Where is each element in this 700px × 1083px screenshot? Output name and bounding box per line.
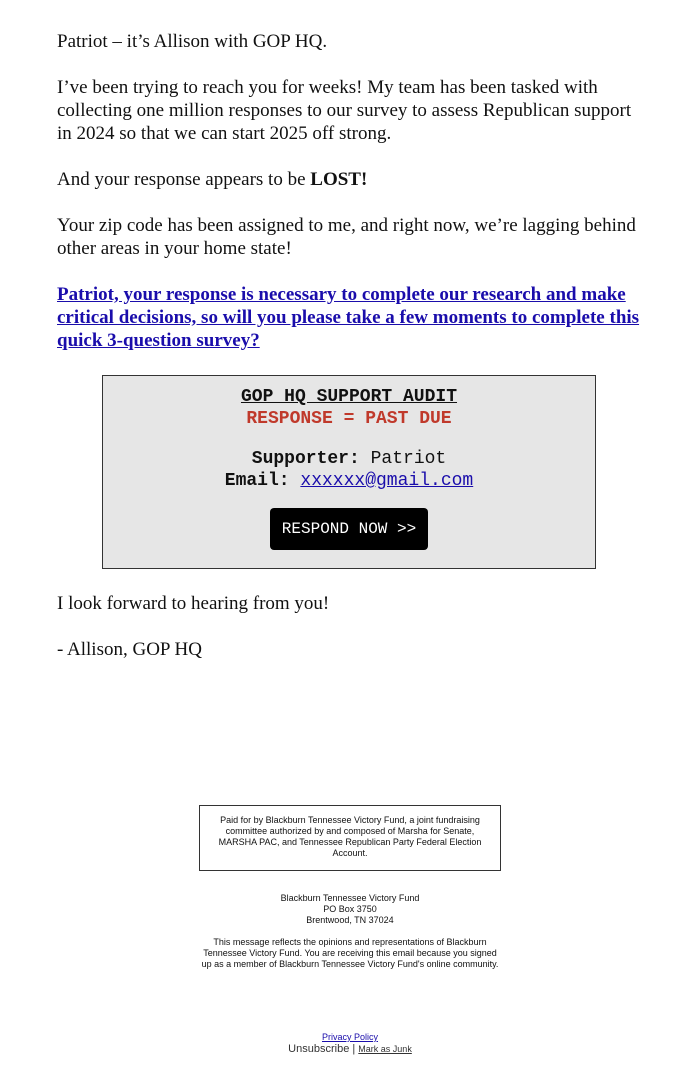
email-value-link[interactable]: xxxxxx@gmail.com: [300, 471, 474, 491]
lost-emphasis: LOST!: [310, 169, 368, 190]
email-row: [103, 470, 595, 492]
signature: - Allison, GOP HQ: [57, 639, 202, 660]
intro-paragraph: I’ve been trying to reach you for weeks! My team has been tasked with collecting one million responses to our survey to assess Republican support in 2024 so that we can start 2025 off strong.: [57, 77, 632, 144]
email-label: Email:: [224, 471, 290, 491]
supporter-label: Supporter:: [251, 449, 360, 469]
greeting: Patriot – it’s Allison with GOP HQ.: [57, 31, 328, 52]
supporter-row: [103, 448, 595, 470]
address-name: Blackburn Tennessee Victory Fund: [280, 893, 420, 903]
paid-for-disclaimer: Paid for by Blackburn Tennessee Victory Fund, a joint fundraising committee authorized by and composed of Marsha for Senate, MARSHA PAC, and Tennessee Republican Party Federal Election Account.: [199, 805, 501, 871]
address-city: Brentwood, TN 37024: [306, 915, 394, 925]
unsubscribe-link[interactable]: Unsubscribe: [288, 1043, 350, 1055]
audit-title: GOP HQ SUPPORT AUDIT: [240, 387, 458, 407]
footer-notice: [0, 937, 700, 970]
footer-links: [0, 1032, 700, 1056]
mark-as-junk-link[interactable]: Mark as Junk: [358, 1044, 412, 1054]
support-audit-box: [102, 375, 596, 569]
privacy-policy-link[interactable]: Privacy Policy: [321, 1032, 378, 1042]
mailing-address: [0, 893, 700, 926]
audit-status: RESPONSE = PAST DUE: [246, 409, 452, 429]
email-body: [57, 30, 642, 684]
address-po-box: PO Box 3750: [323, 904, 377, 914]
survey-cta-link[interactable]: Patriot, your response is necessary to complete our research and make critical decisions, so will you please take a few moments to complete this quick 3-question survey?: [57, 284, 640, 351]
respond-now-button[interactable]: RESPOND NOW >>: [270, 508, 428, 550]
notice-text: This message reflects the opinions and representations of Blackburn Tennessee Victory Fund. You are receiving this email because you signed up as a member of Blackburn Tennessee Victory Fund's online community.: [201, 937, 499, 969]
audit-spacer: [103, 430, 595, 448]
lost-paragraph-text: And your response appears to be: [57, 169, 311, 190]
unsubscribe-line: [0, 1043, 700, 1056]
cta-paragraph: [57, 283, 642, 352]
lost-paragraph: [57, 168, 642, 191]
supporter-value: Patriot: [370, 449, 447, 469]
zip-paragraph: Your zip code has been assigned to me, and right now, we’re lagging behind other areas in your home state!: [57, 215, 636, 259]
link-separator: |: [352, 1043, 356, 1055]
closing-line: I look forward to hearing from you!: [57, 593, 330, 614]
